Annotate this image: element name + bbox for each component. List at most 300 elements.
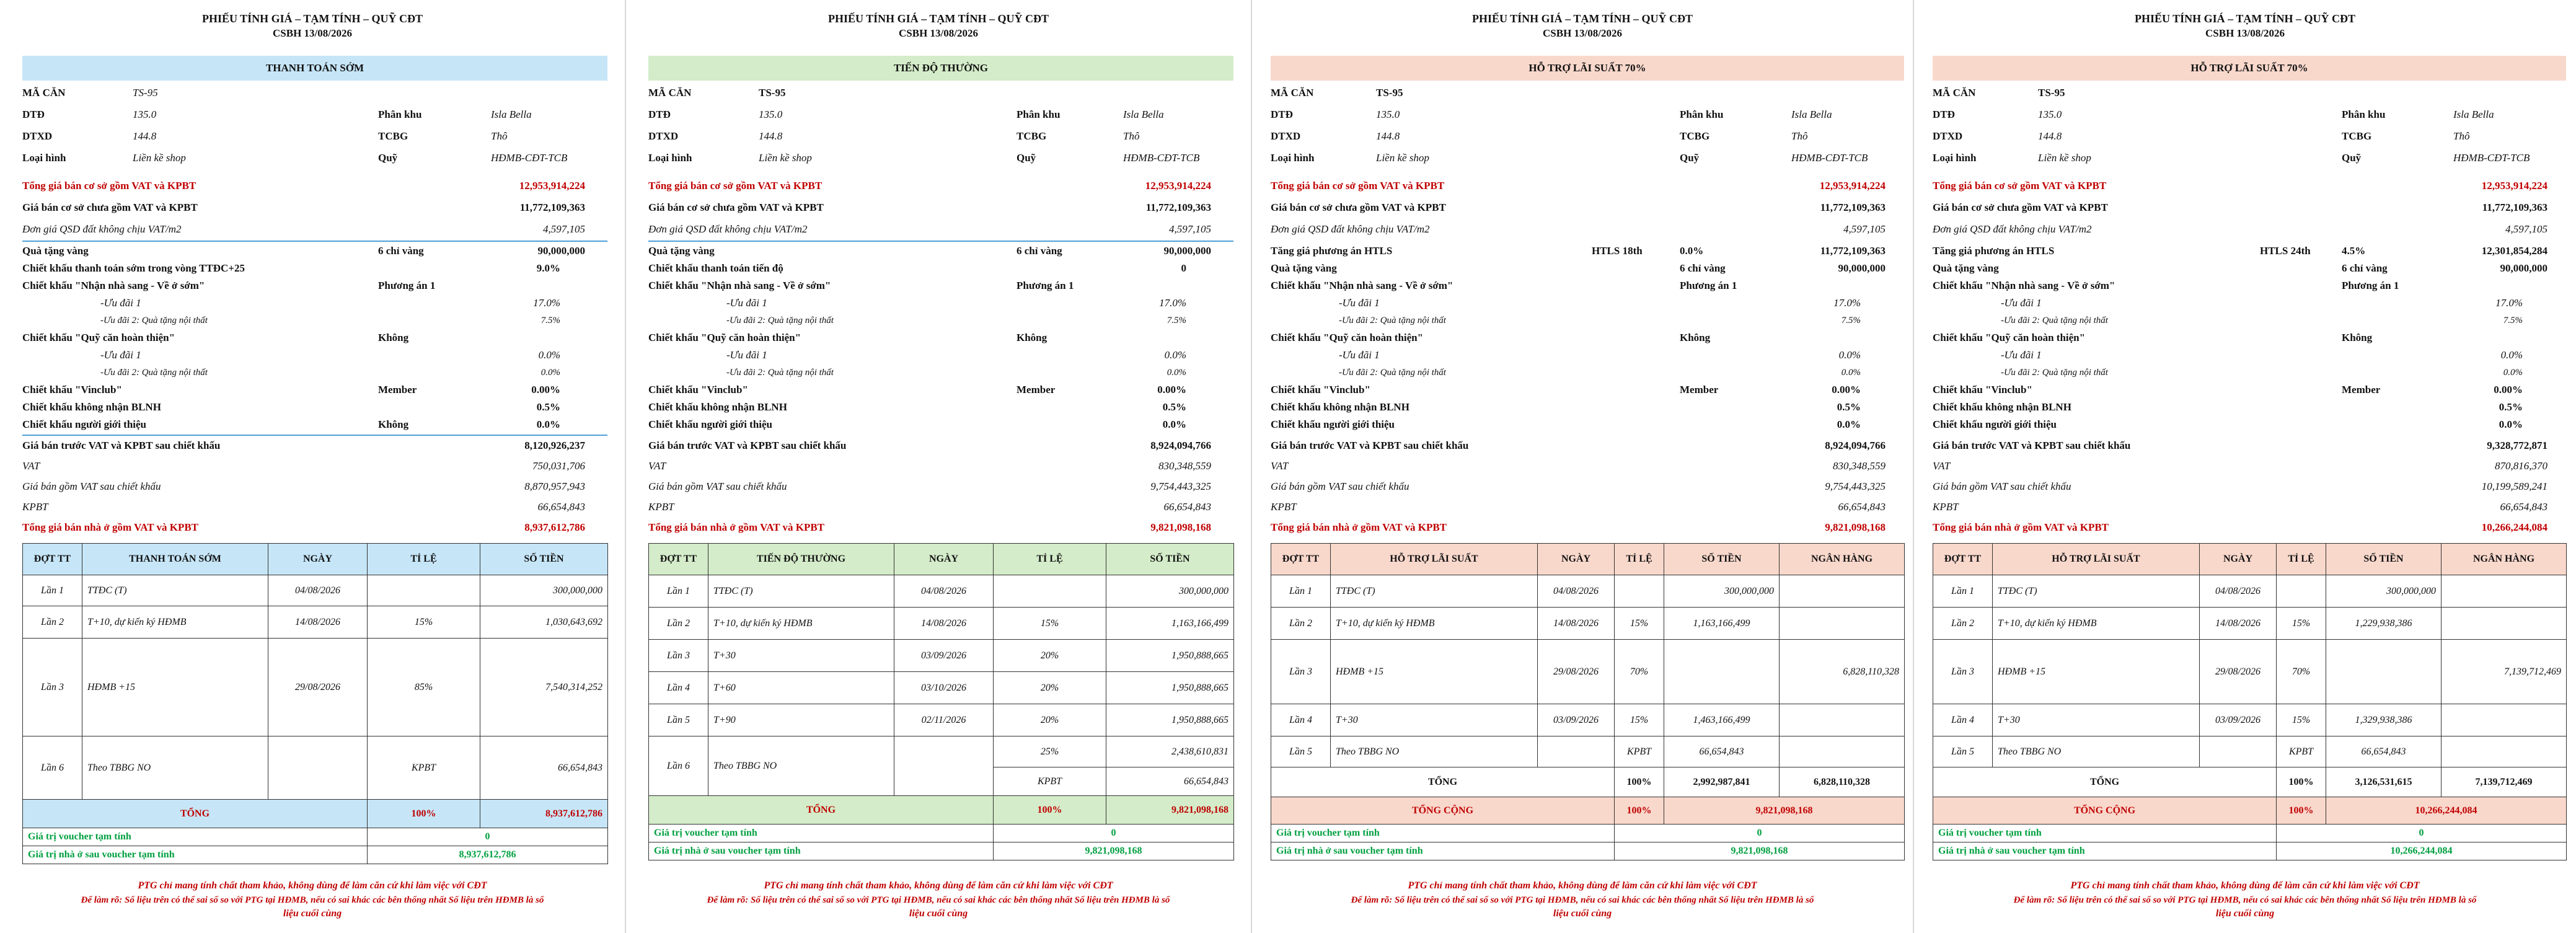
gioi-thieu-row <box>1933 415 2566 434</box>
table-row <box>1933 608 2567 640</box>
tcbg-value: Thô <box>2453 130 2470 142</box>
pct-cell: 70% <box>1615 640 1664 704</box>
pct-cell: 25% <box>994 736 1106 767</box>
date-cell: 14/08/2026 <box>268 606 368 639</box>
dtxd-value: 144.8 <box>2038 130 2062 142</box>
gia-gom-vat-row <box>1271 477 1904 496</box>
desc-cell: TTĐC (T) <box>82 575 268 606</box>
dtxd-label: DTXD <box>1933 130 1963 142</box>
quy-can-uu-dai-1-row <box>1271 346 1904 365</box>
gia-chua-row <box>22 198 607 217</box>
gia-gom-vat-value: 10,199,589,241 <box>2481 480 2547 492</box>
voucher-row <box>1933 825 2567 842</box>
total-amount: 9,821,098,168 <box>1664 797 1905 825</box>
tong-gia-value: 12,953,914,224 <box>519 180 585 192</box>
voucher-row <box>649 825 1234 842</box>
panel-title: PHIẾU TÍNH GIÁ – TẠM TÍNH – QUỸ CĐT <box>827 12 1049 25</box>
kpbt-row <box>22 498 607 516</box>
gia-truoc-row <box>1933 436 2566 455</box>
htls-row <box>1933 242 2566 260</box>
tong-nha-row <box>1271 518 1904 537</box>
blnh-value: 0.5% <box>2499 401 2523 413</box>
total-row <box>649 796 1234 825</box>
blnh-label: Chiết khấu không nhận BLNH <box>648 401 787 413</box>
tong-gia-value: 12,953,914,224 <box>1819 180 1886 192</box>
tong-gia-label: Tổng giá bán cơ sở gồm VAT và KPBT <box>22 180 196 192</box>
total-amount: 9,821,098,168 <box>1106 796 1234 825</box>
gia-gom-vat-label: Giá bán gồm VAT sau chiết khấu <box>648 480 787 492</box>
dot-cell: Lần 3 <box>649 640 708 672</box>
blnh-label: Chiết khấu không nhận BLNH <box>1271 401 1409 413</box>
gia-chua-value: 11,772,109,363 <box>2482 201 2547 213</box>
quy-value: HĐMB-CĐT-TCB <box>491 152 568 164</box>
pct-cell: 15% <box>994 608 1106 640</box>
vat-label: VAT <box>1271 460 1289 472</box>
dtd-value: 135.0 <box>2038 108 2062 120</box>
total-pct: 100% <box>2277 797 2326 825</box>
desc-cell: HĐMB +15 <box>82 639 268 736</box>
nhan-nha-row <box>1933 276 2566 295</box>
tcbg-value: Thô <box>1123 130 1140 142</box>
tong-nha-label: Tổng giá bán nhà ở gồm VAT và KPBT <box>22 521 199 533</box>
vinclub-label: Chiết khấu "Vinclub" <box>648 384 748 396</box>
vinclub-label: Chiết khấu "Vinclub" <box>1933 384 2032 396</box>
blnh-label: Chiết khấu không nhận BLNH <box>22 401 161 413</box>
date-cell: 04/08/2026 <box>268 575 368 606</box>
don-gia-value: 4,597,105 <box>2505 223 2547 235</box>
quy-can-label: Chiết khấu "Quỹ căn hoàn thiện" <box>1933 332 2086 343</box>
col-name: HỖ TRỢ LÃI SUẤT <box>1331 544 1538 575</box>
gioi-thieu-label: Chiết khấu người giới thiệu <box>22 418 147 430</box>
dot-cell: Lần 1 <box>649 575 708 608</box>
dot-cell: Lần 5 <box>1933 736 1993 767</box>
quy-label: Quỹ <box>1017 152 1036 164</box>
kpbt-row <box>1271 498 1904 516</box>
loai-hinh-value: Liền kề shop <box>133 152 186 164</box>
qua-tang-row <box>22 242 607 260</box>
nhan-nha-label: Chiết khấu "Nhận nhà sang - Về ở sớm" <box>22 280 205 291</box>
quy-can-uu-dai-2-row <box>1933 363 2566 382</box>
quy-value: HĐMB-CĐT-TCB <box>1791 152 1868 164</box>
desc-cell: T+30 <box>1331 704 1538 736</box>
vinclub-tier: Member <box>378 384 417 396</box>
dtd-value: 135.0 <box>133 108 157 120</box>
pct-cell <box>994 575 1106 608</box>
total-amount: 8,937,612,786 <box>480 800 608 828</box>
quy-can-uu-dai-2-row <box>22 363 607 382</box>
quy-can-uu-dai-1-row <box>1933 346 2566 365</box>
uu-dai-1-value: 17.0% <box>2495 297 2523 309</box>
desc-cell: T+10, dự kiến ký HĐMB <box>1993 608 2200 640</box>
nha-sau-voucher-label: Giá trị nhà ở sau voucher tạm tính <box>649 842 994 860</box>
don-gia-row <box>1271 220 1904 239</box>
gioi-thieu-label: Chiết khấu người giới thiệu <box>1933 418 2057 430</box>
amount-cell: 300,000,000 <box>1664 575 1780 608</box>
gia-gom-vat-label: Giá bán gồm VAT sau chiết khấu <box>1933 480 2071 492</box>
amount-cell: 1,950,888,665 <box>1106 672 1234 704</box>
phan-khu-label: Phân khu <box>1017 108 1061 120</box>
amount-cell: 66,654,843 <box>1664 736 1780 767</box>
htls-term: HTLS 24th <box>2260 245 2311 257</box>
panel-tien-do-thuong <box>626 0 1252 933</box>
payment-schedule-table <box>1933 543 2567 860</box>
table-header <box>649 544 1234 575</box>
bank-cell <box>1780 575 1905 608</box>
tong-gia-label: Tổng giá bán cơ sở gồm VAT và KPBT <box>648 180 823 192</box>
tong-gia-label: Tổng giá bán cơ sở gồm VAT và KPBT <box>1933 180 2107 192</box>
date-cell: 14/08/2026 <box>1538 608 1615 640</box>
tcbg-label: TCBG <box>1680 130 1710 142</box>
info-row-dtxd <box>1271 127 1904 146</box>
htls-pct: 4.5% <box>2342 245 2366 257</box>
kpbt-label: KPBT <box>1933 501 1959 513</box>
dot-cell: Lần 4 <box>1933 704 1993 736</box>
quy-label: Quỹ <box>1680 152 1700 164</box>
kpbt-row <box>1933 498 2566 516</box>
gioi-thieu-value: 0.0% <box>2499 418 2523 430</box>
tts-row <box>22 259 607 278</box>
pct-cell: 15% <box>2277 608 2326 640</box>
subtotal-bank: 6,828,110,328 <box>1780 767 1905 797</box>
gia-truoc-label: Giá bán trước VAT và KPBT sau chiết khấu <box>22 440 221 451</box>
nha-sau-voucher-value: 8,937,612,786 <box>368 846 608 864</box>
subtotal-pct: 100% <box>2277 767 2326 797</box>
uu-dai-2-row <box>1933 311 2566 330</box>
phan-khu-label: Phân khu <box>378 108 422 120</box>
vinclub-row <box>1271 381 1904 399</box>
quy-can-option: Không <box>1680 332 1711 343</box>
bank-cell <box>2441 575 2567 608</box>
desc-cell: T+60 <box>708 672 894 704</box>
amount-cell: 66,654,843 <box>480 736 608 800</box>
uu-dai-2-value: 7.5% <box>540 316 560 325</box>
table-row <box>1271 736 1905 767</box>
payment-schedule-table <box>22 543 608 864</box>
gia-gom-vat-value: 9,754,443,325 <box>1825 480 1886 492</box>
desc-cell: T+30 <box>1993 704 2200 736</box>
don-gia-value: 4,597,105 <box>1169 223 1211 235</box>
quy-can-label: Chiết khấu "Quỹ căn hoàn thiện" <box>648 332 801 343</box>
bank-cell <box>2441 608 2567 640</box>
bank-cell <box>1780 736 1905 767</box>
qua-tang-unit: 6 chỉ vàng <box>1680 262 1726 274</box>
phan-khu-value: Isla Bella <box>491 108 532 120</box>
col-dot: ĐỢT TT <box>1933 544 1993 575</box>
tong-nha-row <box>1933 518 2566 537</box>
panel-subtitle: CSBH 13/08/2026 <box>1543 27 1622 39</box>
uu-dai-2-label: -Ưu đãi 2: Quà tặng nội thất <box>1339 316 1446 325</box>
voucher-label: Giá trị voucher tạm tính <box>1933 825 2277 842</box>
plan-band: TIẾN ĐỘ THƯỜNG <box>648 56 1233 81</box>
uu-dai-2-value: 0.0% <box>540 368 560 378</box>
col-nganhang: NGÂN HÀNG <box>2441 544 2567 575</box>
total-label: TỔNG CỘNG <box>1271 797 1615 825</box>
table-header <box>23 544 608 575</box>
gioi-thieu-row <box>648 415 1233 434</box>
blnh-row <box>22 398 607 417</box>
ttd-value: 0 <box>1181 262 1186 274</box>
uu-dai-2-value: 0.0% <box>2503 368 2523 378</box>
amount-cell: 1,163,166,499 <box>1106 608 1234 640</box>
col-name: THANH TOÁN SỚM <box>82 544 268 575</box>
gia-truoc-value: 8,924,094,766 <box>1825 440 1886 451</box>
subtotal-row <box>1933 767 2567 797</box>
nhan-nha-label: Chiết khấu "Nhận nhà sang - Về ở sớm" <box>648 280 831 291</box>
vat-value: 750,031,706 <box>532 460 585 472</box>
table-row <box>649 672 1234 704</box>
amount-cell <box>1664 640 1780 704</box>
bank-cell <box>2441 736 2567 767</box>
vat-value: 830,348,559 <box>1833 460 1886 472</box>
tong-gia-row <box>22 177 607 195</box>
voucher-value: 0 <box>2277 825 2567 842</box>
quy-value: HĐMB-CĐT-TCB <box>1123 152 1200 164</box>
dot-cell: Lần 6 <box>23 736 82 800</box>
date-cell: 29/08/2026 <box>268 639 368 736</box>
pct-cell: 15% <box>1615 704 1664 736</box>
quy-can-label: Chiết khấu "Quỹ căn hoàn thiện" <box>22 332 175 343</box>
gia-gom-vat-row <box>22 477 607 496</box>
qua-tang-value: 90,000,000 <box>1163 245 1211 257</box>
amount-cell: 1,463,166,499 <box>1664 704 1780 736</box>
disclaimer-1: PTG chỉ mang tính chất tham khảo, không dùng để làm căn cứ khi làm việc với CĐT <box>1408 880 1757 891</box>
bank-cell: 7,139,712,469 <box>2441 640 2567 704</box>
col-ngay: NGÀY <box>268 544 368 575</box>
voucher-row <box>23 828 608 846</box>
tong-gia-value: 12,953,914,224 <box>2481 180 2547 192</box>
qua-tang-label: Quà tặng vàng <box>648 245 715 257</box>
vinclub-row <box>1933 381 2566 399</box>
quy-can-row <box>22 329 607 347</box>
info-row-loai-hinh <box>1933 149 2566 167</box>
ma-can-value: TS-95 <box>133 87 158 99</box>
col-sotien: SỐ TIỀN <box>1106 544 1234 575</box>
bank-cell <box>1780 704 1905 736</box>
vat-label: VAT <box>648 460 666 472</box>
uu-dai-1-label: -Ưu đãi 1 <box>2001 297 2042 309</box>
tcbg-value: Thô <box>491 130 508 142</box>
table-row <box>649 704 1234 736</box>
table-row <box>649 640 1234 672</box>
desc-cell: TTĐC (T) <box>1993 575 2200 608</box>
desc-cell: Theo TBBG NO <box>708 736 894 796</box>
subtotal-bank: 7,139,712,469 <box>2441 767 2567 797</box>
amount-cell: 1,030,643,692 <box>480 606 608 639</box>
panel-title: PHIẾU TÍNH GIÁ – TẠM TÍNH – QUỸ CĐT <box>2134 12 2356 25</box>
htls-label: Tăng giá phương án HTLS <box>1271 245 1393 257</box>
amount-cell: 66,654,843 <box>1106 767 1234 796</box>
dot-cell: Lần 5 <box>1271 736 1331 767</box>
subtotal-pct: 100% <box>1615 767 1664 797</box>
vinclub-row <box>22 381 607 399</box>
date-cell <box>1538 736 1615 767</box>
dtxd-value: 144.8 <box>759 130 783 142</box>
info-row-ma-can <box>1933 84 2566 102</box>
desc-cell: T+30 <box>708 640 894 672</box>
kpbt-label: KPBT <box>648 501 674 513</box>
pct-cell <box>368 575 480 606</box>
voucher-label: Giá trị voucher tạm tính <box>23 828 368 846</box>
don-gia-row <box>1933 220 2566 239</box>
uu-dai-1-label: -Ưu đãi 1 <box>2001 349 2042 361</box>
vat-row <box>1933 457 2566 475</box>
dot-cell: Lần 4 <box>649 672 708 704</box>
uu-dai-2-row <box>22 311 607 330</box>
total-label: TỔNG <box>649 796 994 825</box>
qua-tang-value: 90,000,000 <box>2500 262 2547 274</box>
uu-dai-1-row <box>1933 294 2566 312</box>
vat-value: 830,348,559 <box>1158 460 1211 472</box>
ma-can-label: MÃ CĂN <box>648 87 692 99</box>
pct-cell: KPBT <box>1615 736 1664 767</box>
gia-chua-label: Giá bán cơ sở chưa gồm VAT và KPBT <box>1271 201 1446 213</box>
table-row <box>649 608 1234 640</box>
dtd-label: DTĐ <box>1271 108 1293 120</box>
don-gia-label: Đơn giá QSD đất không chịu VAT/m2 <box>1271 223 1430 235</box>
qua-tang-row <box>1933 259 2566 278</box>
date-cell: 29/08/2026 <box>1538 640 1615 704</box>
qua-tang-value: 90,000,000 <box>1838 262 1886 274</box>
desc-cell: Theo TBBG NO <box>1331 736 1538 767</box>
table-row <box>23 606 608 639</box>
uu-dai-2-row <box>1271 311 1904 330</box>
desc-cell: TTĐC (T) <box>1331 575 1538 608</box>
gia-chua-label: Giá bán cơ sở chưa gồm VAT và KPBT <box>648 201 824 213</box>
desc-cell: Theo TBBG NO <box>82 736 268 800</box>
loai-hinh-label: Loại hình <box>1933 152 1977 164</box>
vat-value: 870,816,370 <box>2495 460 2547 472</box>
loai-hinh-value: Liền kề shop <box>759 152 812 164</box>
panel-title: PHIẾU TÍNH GIÁ – TẠM TÍNH – QUỸ CĐT <box>201 12 423 25</box>
dot-cell: Lần 2 <box>23 606 82 639</box>
total-row <box>23 800 608 828</box>
kpbt-value: 66,654,843 <box>1838 501 1886 513</box>
nhan-nha-label: Chiết khấu "Nhận nhà sang - Về ở sớm" <box>1933 280 2115 291</box>
col-tile: TỈ LỆ <box>1615 544 1664 575</box>
date-cell: 14/08/2026 <box>894 608 994 640</box>
subtotal-label: TỔNG <box>1271 767 1615 797</box>
uu-dai-1-value: 0.0% <box>1164 349 1186 361</box>
kpbt-label: KPBT <box>1271 501 1297 513</box>
dot-cell: Lần 3 <box>23 639 82 736</box>
tts-value: 9.0% <box>536 262 560 274</box>
desc-cell: HĐMB +15 <box>1993 640 2200 704</box>
tong-nha-row <box>22 518 607 537</box>
pct-cell <box>2277 575 2326 608</box>
amount-cell: 1,950,888,665 <box>1106 640 1234 672</box>
plan-band: HỖ TRỢ LÃI SUẤT 70% <box>1933 56 2566 81</box>
bank-cell <box>2441 704 2567 736</box>
vinclub-value: 0.00% <box>2494 384 2523 396</box>
don-gia-value: 4,597,105 <box>1843 223 1886 235</box>
dot-cell: Lần 3 <box>1933 640 1993 704</box>
table-header <box>1271 544 1905 575</box>
total-row <box>1271 797 1905 825</box>
amount-cell: 300,000,000 <box>1106 575 1234 608</box>
payment-schedule-table <box>648 543 1234 860</box>
panel-title: PHIẾU TÍNH GIÁ – TẠM TÍNH – QUỸ CĐT <box>1471 12 1693 25</box>
ttd-label: Chiết khấu thanh toán tiến độ <box>648 262 783 274</box>
disclaimer-3: liệu cuối cùng <box>909 908 968 919</box>
dtxd-label: DTXD <box>648 130 679 142</box>
nha-sau-voucher-value: 9,821,098,168 <box>1615 842 1905 860</box>
gia-truoc-row <box>1271 436 1904 455</box>
tong-gia-row <box>648 177 1233 195</box>
uu-dai-2-value: 0.0% <box>1841 368 1861 378</box>
panel-thanh-toan-som <box>0 0 626 933</box>
ma-can-value: TS-95 <box>759 87 786 99</box>
col-sotien: SỐ TIỀN <box>480 544 608 575</box>
col-sotien: SỐ TIỀN <box>1664 544 1780 575</box>
phan-khu-label: Phân khu <box>2342 108 2386 120</box>
uu-dai-2-label: -Ưu đãi 2: Quà tặng nội thất <box>2001 368 2108 378</box>
dtd-label: DTĐ <box>22 108 45 120</box>
total-amount: 10,266,244,084 <box>2326 797 2567 825</box>
gioi-thieu-row <box>22 415 607 434</box>
disclaimer-3: liệu cuối cùng <box>283 908 342 919</box>
qua-tang-label: Quà tặng vàng <box>22 245 89 257</box>
date-cell: 04/08/2026 <box>894 575 994 608</box>
don-gia-label: Đơn giá QSD đất không chịu VAT/m2 <box>1933 223 2092 235</box>
date-cell: 04/08/2026 <box>2200 575 2277 608</box>
vinclub-tier: Member <box>1017 384 1056 396</box>
pct-cell <box>1615 575 1664 608</box>
disclaimer-2: Để làm rõ: Số liệu trên có thể sai số so với PTG tại HĐMB, nếu có sai khác các bên thống nhất Số liệu trên HĐMB là số <box>81 895 544 905</box>
dtd-value: 135.0 <box>1376 108 1400 120</box>
panel-subtitle: CSBH 13/08/2026 <box>2205 27 2285 39</box>
uu-dai-1-label: -Ưu đãi 1 <box>726 349 767 361</box>
tong-nha-row <box>648 518 1233 537</box>
dot-cell: Lần 1 <box>1271 575 1331 608</box>
qua-tang-label: Quà tặng vàng <box>1933 262 1999 274</box>
table-row <box>1933 736 2567 767</box>
table-row <box>23 736 608 800</box>
plan-band: HỖ TRỢ LÃI SUẤT 70% <box>1271 56 1904 81</box>
phuong-an: Phương án 1 <box>1017 280 1074 291</box>
gia-chua-row <box>648 198 1233 217</box>
date-cell <box>2200 736 2277 767</box>
uu-dai-2-label: -Ưu đãi 2: Quà tặng nội thất <box>100 316 208 325</box>
panel-htls-24 <box>1914 0 2576 933</box>
htls-pct: 0.0% <box>1680 245 1704 257</box>
total-pct: 100% <box>994 796 1106 825</box>
tong-nha-label: Tổng giá bán nhà ở gồm VAT và KPBT <box>1933 521 2109 533</box>
col-name: HỖ TRỢ LÃI SUẤT <box>1993 544 2200 575</box>
uu-dai-1-row <box>648 294 1233 312</box>
desc-cell: TTĐC (T) <box>708 575 894 608</box>
date-cell: 04/08/2026 <box>1538 575 1615 608</box>
panel-subtitle: CSBH 13/08/2026 <box>273 27 352 39</box>
gia-gom-vat-row <box>1933 477 2566 496</box>
dot-cell: Lần 2 <box>1271 608 1331 640</box>
dtd-label: DTĐ <box>1933 108 1955 120</box>
tcbg-label: TCBG <box>1017 130 1047 142</box>
info-row-loai-hinh <box>648 149 1233 167</box>
loai-hinh-value: Liền kề shop <box>1376 152 1429 164</box>
vat-row <box>22 457 607 475</box>
total-pct: 100% <box>368 800 480 828</box>
pct-cell: KPBT <box>368 736 480 800</box>
date-cell: 03/09/2026 <box>894 640 994 672</box>
uu-dai-1-label: -Ưu đãi 1 <box>1339 297 1380 309</box>
gioi-thieu-value: 0.0% <box>1162 418 1186 430</box>
table-header <box>1933 544 2567 575</box>
tong-nha-value: 9,821,098,168 <box>1150 521 1211 533</box>
desc-cell: Theo TBBG NO <box>1993 736 2200 767</box>
loai-hinh-value: Liền kề shop <box>2038 152 2091 164</box>
gia-chua-row <box>1933 198 2566 217</box>
qua-tang-unit: 6 chỉ vàng <box>378 245 424 257</box>
